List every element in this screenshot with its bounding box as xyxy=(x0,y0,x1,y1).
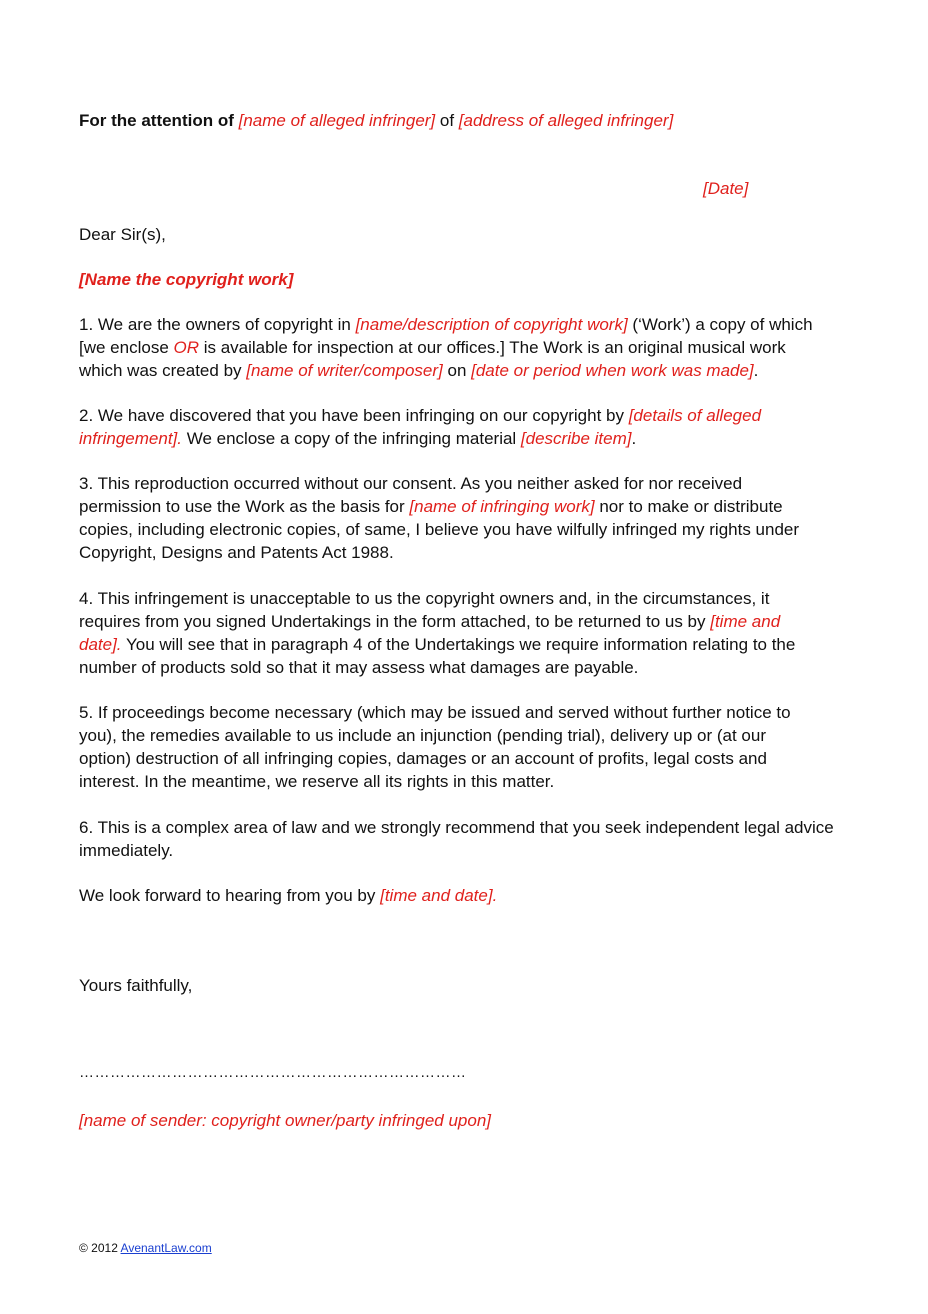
p4-text: requires from you signed Undertakings in the form attached, to be returned to us by xyxy=(79,612,711,631)
p6-text: 6. This is a complex area of law and we strongly recommend that you seek independent legal advice xyxy=(79,818,834,837)
p3-text: 3. This reproduction occurred without our consent. As you neither asked for nor received xyxy=(79,474,743,493)
infringement-details-placeholder: [details of alleged xyxy=(628,406,762,425)
p1-text: [we enclose xyxy=(79,338,174,357)
infringement-details-placeholder: infringement]. xyxy=(79,429,182,448)
p1-text: is available for inspection at our offices.] The Work is an original musical work xyxy=(199,338,786,357)
p1-text: . xyxy=(753,361,759,380)
sender-placeholder: [name of sender: copyright owner/party infringed upon] xyxy=(79,1111,492,1130)
attention-prefix: For the attention of xyxy=(79,111,239,130)
p5-text: option) destruction of all infringing copies, damages or an account of profits, legal costs and xyxy=(79,749,767,768)
footer xyxy=(79,1240,212,1256)
paragraph-6 xyxy=(79,816,869,862)
p3-text: nor to make or distribute xyxy=(594,497,783,516)
or-placeholder: OR xyxy=(173,338,199,357)
p1-text: (‘Work’) a copy of which xyxy=(627,315,813,334)
infringer-name-placeholder: [name of alleged infringer] xyxy=(238,111,436,130)
p5-text: you), the remedies available to us include an injunction (pending trial), delivery up or (at our xyxy=(79,726,766,745)
date-placeholder: [Date] xyxy=(703,179,749,198)
avenantlaw-link[interactable]: AvenantLaw.com xyxy=(120,1241,212,1255)
signature-line: ………………………………………………………………… xyxy=(79,1064,467,1081)
attention-of: of xyxy=(435,111,459,130)
p1-text: on xyxy=(442,361,472,380)
paragraph-4 xyxy=(79,587,869,679)
subject-heading: [Name the copyright work] xyxy=(79,270,294,289)
p3-text: permission to use the Work as the basis for xyxy=(79,497,410,516)
p1-text: 1. We are the owners of copyright in xyxy=(79,315,356,334)
p2-text: . xyxy=(631,429,637,448)
return-time-placeholder: date]. xyxy=(79,635,122,654)
p4-text: number of products sold so that it may assess what damages are payable. xyxy=(79,658,639,677)
creation-date-placeholder: [date or period when work was made] xyxy=(471,361,754,380)
p5-text: 5. If proceedings become necessary (which may be issued and served without further notice to xyxy=(79,703,791,722)
paragraph-3 xyxy=(79,472,869,564)
paragraph-5 xyxy=(79,701,869,793)
p4-text: You will see that in paragraph 4 of the Undertakings we require information relating to the xyxy=(121,635,796,654)
describe-item-placeholder: [describe item] xyxy=(520,429,632,448)
response-deadline-placeholder: [time and date]. xyxy=(380,886,498,905)
paragraph-1 xyxy=(79,313,869,382)
infringer-address-placeholder: [address of alleged infringer] xyxy=(458,111,674,130)
writer-composer-placeholder: [name of writer/composer] xyxy=(246,361,443,380)
p3-text: Copyright, Designs and Patents Act 1988. xyxy=(79,543,394,562)
p1-text: which was created by xyxy=(79,361,247,380)
p2-text: We enclose a copy of the infringing material xyxy=(182,429,521,448)
work-description-placeholder: [name/description of copyright work] xyxy=(355,315,628,334)
salutation: Dear Sir(s), xyxy=(79,225,166,244)
return-time-placeholder: [time and xyxy=(710,612,781,631)
infringing-work-placeholder: [name of infringing work] xyxy=(409,497,595,516)
copyright-text: © 2012 xyxy=(79,1241,121,1255)
p4-text: 4. This infringement is unacceptable to us the copyright owners and, in the circumstances, it xyxy=(79,589,770,608)
p3-text: copies, including electronic copies, of same, I believe you have wilfully infringed my rights under xyxy=(79,520,800,539)
p2-text: 2. We have discovered that you have been infringing on our copyright by xyxy=(79,406,629,425)
closing-text: We look forward to hearing from you by xyxy=(79,886,381,905)
paragraph-2 xyxy=(79,404,869,450)
signoff: Yours faithfully, xyxy=(79,976,193,995)
attention-line xyxy=(79,109,869,132)
p5-text: interest. In the meantime, we reserve all its rights in this matter. xyxy=(79,772,555,791)
closing-line xyxy=(79,884,869,907)
p6-text: immediately. xyxy=(79,841,174,860)
